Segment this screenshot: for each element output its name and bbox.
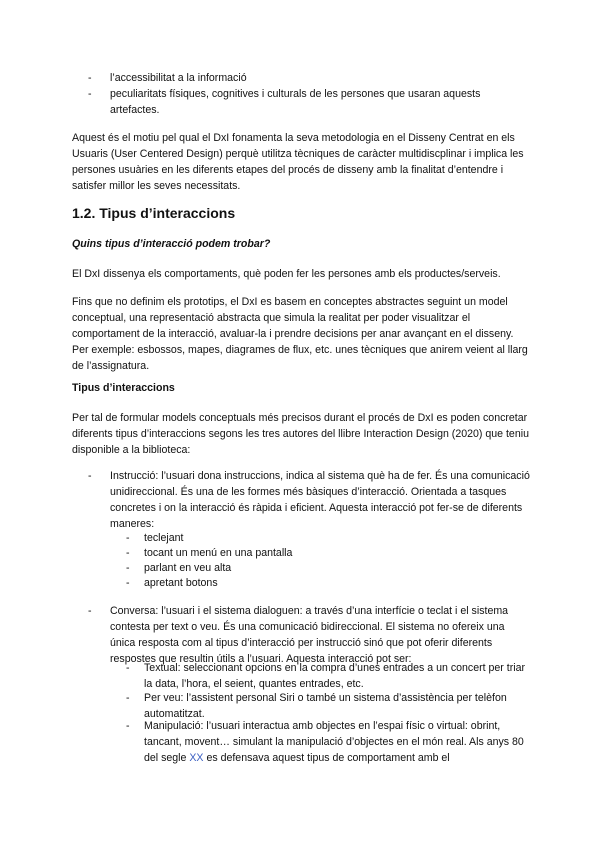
- sub-list-item-manipulation: [126, 718, 532, 766]
- sub-list-item-text: Textual: seleccionant opcions en la compra d’unes entrades a un concert per triar la data, l’hora, el seient, quantes entrades, etc.: [144, 662, 526, 690]
- section-heading: 1.2. Tipus d’interaccions: [72, 205, 236, 221]
- sub-list-item-text: tocant un menú en una pantalla: [144, 547, 293, 559]
- bullet-dash: -: [88, 470, 92, 482]
- bullet-dash: -: [126, 720, 130, 732]
- bullet-dash: -: [88, 88, 92, 100]
- list-item-conversation: [88, 603, 532, 667]
- bullet-dash: -: [88, 605, 92, 617]
- paragraph-conceptual-models: Per tal de formular models conceptuals més precisos durant el procés de DxI es poden concretar diferents tipus d’interaccions segons les tres autores del llibre Interaction Design (2020) que teniu disponible a la biblioteca:: [72, 412, 529, 456]
- manipulation-text: [144, 718, 532, 766]
- question-heading: Quins tipus d’interacció podem trobar?: [72, 238, 271, 250]
- paragraph-dxi-methodology: Aquest és el motiu pel qual el DxI fonamenta la seva metodologia en el Disseny Centrat en els Usuaris (User Centered Design) perquè utilitza tècniques de caràcter multidiscplinar i implica les persones usuàries en les diferents etapes del procés de disseny amb la finalitat d’entendre i satisfer millor les seves necessitats.: [72, 132, 524, 192]
- sub-list-item: [126, 530, 532, 546]
- bullet-dash: -: [126, 662, 130, 674]
- sub-list-item: [126, 560, 532, 576]
- bullet-dash: -: [88, 72, 92, 84]
- sub-list-item-text: Per veu: l’assistent personal Siri o també un sistema d’assistència per telèfon automatitzat.: [144, 692, 507, 720]
- subheading: Tipus d’interaccions: [72, 382, 175, 394]
- bullet-dash: -: [126, 577, 130, 589]
- list-item: [88, 86, 532, 118]
- list-item: [88, 70, 532, 86]
- list-item-text: l’accessibilitat a la informació: [110, 72, 247, 84]
- list-item-instruction: [88, 468, 532, 532]
- manipulation-text-end: es defensava aquest tipus de comportament amb el: [203, 752, 450, 764]
- instruction-text: Instrucció: l’usuari dona instruccions, indica al sistema què ha de fer. És una comunicació unidireccional. És una de les formes més bàsiques d’interacció. Orientada a tasques concretes i on la interacció és ràpida i eficient. Aquesta interacció pot fer-se de diferents maneres:: [110, 470, 530, 530]
- paragraph-prototypes: Fins que no definim els prototips, el DxI es basem en conceptes abstractes seguint un model conceptual, una representació abstracta que simula la realitat per poder visualitzar el comportament de la interacció, avaluar-la i prendre decisions per anar avançant en el disseny. Per exemple: esbossos, mapes, diagrames de flux, etc. unes tècniques que anirem veient al llarg de l’assignatura.: [72, 296, 528, 372]
- manipulation-text-start: Manipulació: l’usuari interactua amb objectes en l’espai físic o virtual: obrint, tancant, movent… simulant la manipulació d’objectes en el món real. Als anys 80 del segle: [144, 720, 524, 764]
- bullet-dash: -: [126, 532, 130, 544]
- bullet-dash: -: [126, 692, 130, 704]
- bullet-dash: -: [126, 562, 130, 574]
- sub-list-item: [126, 545, 532, 561]
- sub-list-item: [126, 575, 532, 591]
- paragraph-behaviour: El DxI dissenya els comportaments, què poden fer les persones amb els productes/serveis.: [72, 268, 501, 280]
- sub-list-item-text: parlant en veu alta: [144, 562, 232, 574]
- conversation-text: Conversa: l’usuari i el sistema dialoguen: a través d’una interfície o teclat i el sistema contesta per text o veu. És una comunicació bidireccional. El sistema no ofereix una única resposta com al tipus d’interacció per instrucció sinó que pot oferir diferents respostes que resultin útils a l’usuari. Aquesta interacció pot ser:: [110, 605, 509, 665]
- sub-list-item-text: apretant botons: [144, 577, 218, 589]
- bullet-dash: -: [126, 547, 130, 559]
- list-item-text: peculiaritats físiques, cognitives i culturals de les persones que usaran aquests artefactes.: [110, 88, 481, 116]
- century-highlight: XX: [189, 752, 204, 764]
- sub-list-item: [126, 660, 532, 692]
- sub-list-item-text: teclejant: [144, 532, 184, 544]
